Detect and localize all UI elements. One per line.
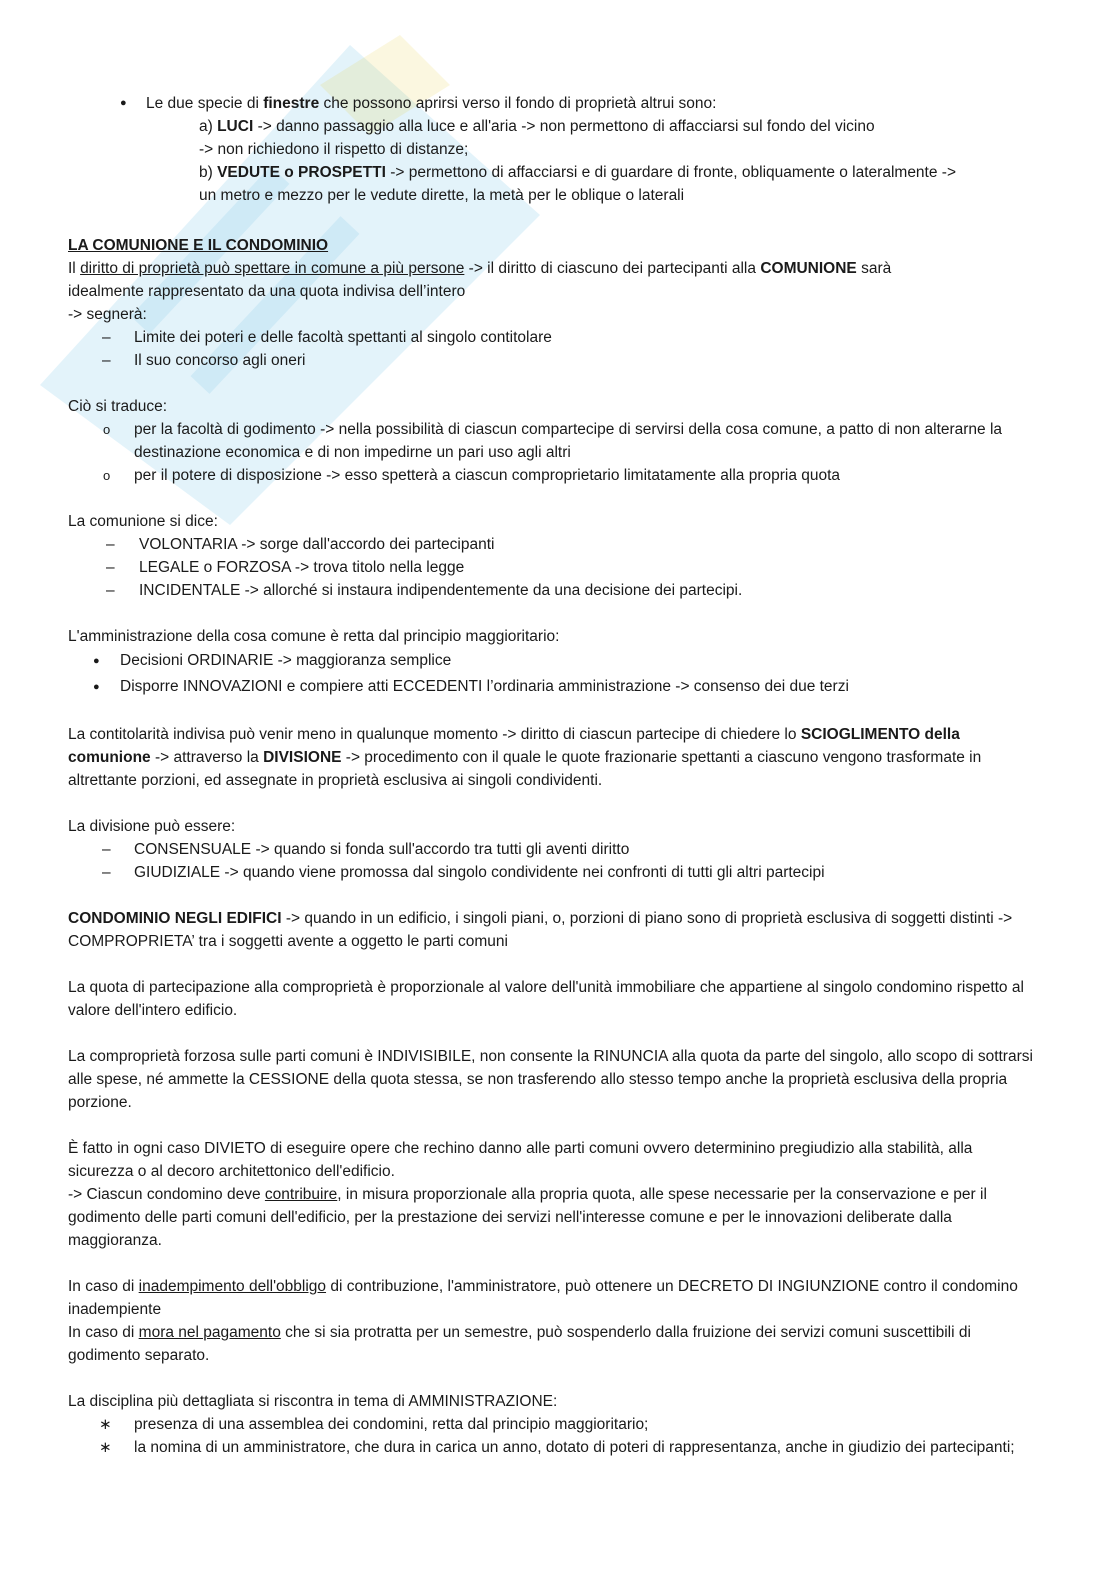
divieto-paragraph: È fatto in ogni caso DIVIETO di eseguire opere che rechino danno alle parti comuni ovvero determinino pregiudizio alla stabilità, alla sicurezza o al decoro architettonico dell'edificio. bbox=[68, 1140, 973, 1180]
document-page bbox=[68, 92, 1040, 1459]
comunione-definition: Il diritto di proprietà può spettare in comune a più persone -> il diritto di ciascuno dei partecipanti alla COMUNIONE sarà idealmente rappresentato da una quota indivisa dell’intero -> segnerà: bbox=[68, 260, 892, 323]
condominio-definition: CONDOMINIO NEGLI EDIFICI -> quando in un edificio, i singoli piani, o, porzioni di piano sono di proprietà esclusiva di soggetti distinti -> COMPROPRIETA’ tra i soggetti avente a oggetto le parti comuni bbox=[68, 910, 1013, 950]
mora-paragraph: In caso di mora nel pagamento che si sia protratta per un semestre, può sospenderlo dalla fruizione dei servizi comuni suscettibili di godimento separato. bbox=[68, 1324, 971, 1364]
section-title-comunione: LA COMUNIONE E IL CONDOMINIO bbox=[68, 237, 329, 254]
list-item: – Limite dei poteri e delle facoltà spettanti al singolo contitolare bbox=[68, 326, 1040, 349]
windows-intro: ● Le due specie di finestre che possono aprirsi verso il fondo di proprietà altrui sono: bbox=[68, 92, 1040, 115]
list-item: ∗ presenza di una assemblea dei condomini, retta dal principio maggioritario; bbox=[68, 1413, 1040, 1436]
dice-intro: La comunione si dice: bbox=[68, 513, 218, 530]
forzosa-paragraph: La comproprietà forzosa sulle parti comuni è INDIVISIBILE, non consente la RINUNCIA alla quota da parte del singolo, allo scopo di sottrarsi alle spese, né ammette la CESSIONE della quota stessa, se non trasferendo allo stesso tempo anche la proprietà esclusiva della propria porzione. bbox=[68, 1048, 1033, 1111]
list-item: – GIUDIZIALE -> quando viene promossa dal singolo condividente nei confronti di tutti gli altri partecipi bbox=[68, 861, 1040, 884]
inadempimento-paragraph: In caso di inadempimento dell'obbligo di contribuzione, l'amministratore, può ottenere un DECRETO DI INGIUNZIONE contro il condomino inadempiente bbox=[68, 1278, 1018, 1318]
scioglimento-paragraph: La contitolarità indivisa può venir meno in qualunque momento -> diritto di ciascun partecipe di chiedere lo SCIOGLIMENTO della comunione -> attraverso la DIVISIONE -> procedimento con il quale le quote frazionarie spettanti a ciascuno vengono trasformate in altrettante porzioni, ed assegnate in proprietà esclusiva ai singoli condividenti. bbox=[68, 726, 982, 789]
list-item: ● Disporre INNOVAZIONI e compiere atti ECCEDENTI l’ordinaria amministrazione -> consenso dei due terzi bbox=[68, 674, 1040, 700]
divisione-intro: La divisione può essere: bbox=[68, 818, 236, 835]
list-item: ∗ la nomina di un amministratore, che dura in carica un anno, dotato di poteri di rappresentanza, anche in giudizio dei partecipanti; bbox=[68, 1436, 1040, 1459]
quota-paragraph: La quota di partecipazione alla comproprietà è proporzionale al valore dell'unità immobiliare che appartiene al singolo condomino rispetto al valore dell'intero edificio. bbox=[68, 979, 1024, 1019]
vedute-item: b) VEDUTE o PROSPETTI -> permettono di affacciarsi e di guardare di fronte, obliquamente o lateralmente -> un metro e mezzo per le vedute dirette, la metà per le oblique o laterali bbox=[199, 164, 957, 204]
contribuzione-paragraph: -> Ciascun condomino deve contribuire, in misura proporzionale alla propria quota, alle spese necessarie per la conservazione e per il godimento delle parti comuni dell'edificio, per la prestazione dei servizi nell'interesse comune e per le innovazioni deliberate dalla maggioranza. bbox=[68, 1186, 987, 1249]
luci-item: a) LUCI -> danno passaggio alla luce e all'aria -> non permettono di affacciarsi sul fondo del vicino -> non richiedono il rispetto di distanze; bbox=[199, 118, 875, 158]
amministrazione-intro: L'amministrazione della cosa comune è retta dal principio maggioritario: bbox=[68, 628, 560, 645]
disciplina-intro: La disciplina più dettagliata si riscontra in tema di AMMINISTRAZIONE: bbox=[68, 1393, 558, 1410]
list-item: – Il suo concorso agli oneri bbox=[68, 349, 1040, 372]
list-item: – LEGALE o FORZOSA -> trova titolo nella legge bbox=[68, 556, 1040, 579]
list-item: – CONSENSUALE -> quando si fonda sull'accordo tra tutti gli aventi diritto bbox=[68, 838, 1040, 861]
list-item: o per la facoltà di godimento -> nella possibilità di ciascun compartecipe di servirsi della cosa comune, a patto di non alterarne la destinazione economica e di non impedirne un pari uso agli altri bbox=[68, 418, 1040, 464]
list-item: – INCIDENTALE -> allorché si instaura indipendentemente da una decisione dei partecipi. bbox=[68, 579, 1040, 602]
traduce-intro: Ciò si traduce: bbox=[68, 398, 168, 415]
list-item: – VOLONTARIA -> sorge dall'accordo dei partecipanti bbox=[68, 533, 1040, 556]
list-item: ● Decisioni ORDINARIE -> maggioranza semplice bbox=[68, 648, 1040, 674]
list-item: o per il potere di disposizione -> esso spetterà a ciascun comproprietario limitatamente alla propria quota bbox=[68, 464, 1040, 487]
